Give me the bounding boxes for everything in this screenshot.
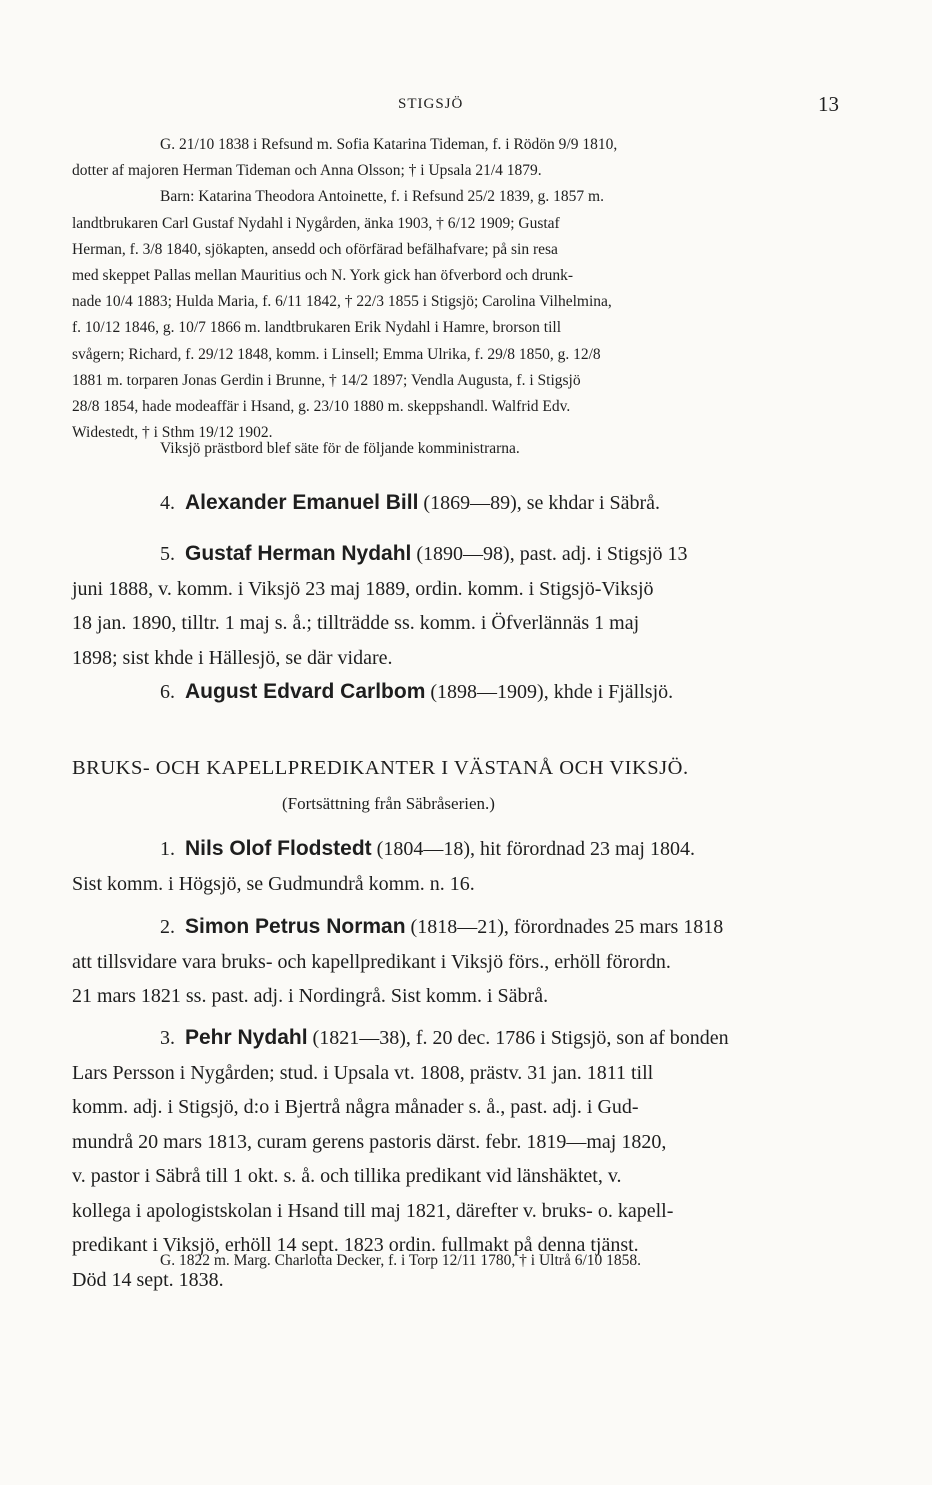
entry-name: Simon Petrus Norman [185, 915, 406, 938]
text-line: f. 10/12 1846, g. 10/7 1866 m. landtbrukaren Erik Nydahl i Hamre, brorson till [72, 319, 562, 337]
text-line: 1881 m. torparen Jonas Gerdin i Brunne, † 14/2 1897; Vendla Augusta, f. i Stigsjö [72, 371, 581, 389]
text-line: svågern; Richard, f. 29/12 1848, komm. i Linsell; Emma Ulrika, f. 29/8 1850, g. 12/8 [72, 345, 601, 363]
text-line: kollega i apologistskolan i Hsand till maj 1821, därefter v. bruks- o. kapell- [72, 1199, 674, 1222]
section-title: BRUKS- OCH KAPELLPREDIKANTER I VÄSTANÅ OCH VIKSJÖ. [72, 757, 689, 779]
text-line: v. pastor i Säbrå till 1 okt. s. å. och tillika predikant vid länshäktet, v. [72, 1165, 622, 1187]
text-line: nade 10/4 1883; Hulda Maria, f. 6/11 1842, † 22/3 1855 i Stigsjö; Carolina Vilhelmina, [72, 293, 612, 311]
text-line: 18 jan. 1890, tilltr. 1 maj s. å.; tillträdde ss. komm. i Öfverlännäs 1 maj [72, 612, 640, 634]
entry-name: Nils Olof Flodstedt [185, 837, 372, 860]
entry-text: (1898—1909), khde i Fjällsjö. [430, 681, 674, 703]
entry-komminister-5 [72, 537, 832, 675]
text-line: med skeppet Pallas mellan Mauritius och N. York gick han öfverbord och drunk- [72, 267, 574, 285]
entry-name: Gustaf Herman Nydahl [185, 542, 412, 565]
text-line: 21 mars 1821 ss. past. adj. i Nordingrå. Sist komm. i Säbrå. [72, 985, 549, 1007]
entry-name: August Edvard Carlbom [185, 680, 426, 703]
text-line: predikant i Viksjö, erhöll 14 sept. 1823 ordin. fullmakt på denna tjänst. [72, 1234, 639, 1256]
entry-number: 5. [160, 543, 175, 565]
entry-number: 6. [160, 681, 175, 703]
entry-number: 4. [160, 492, 175, 514]
text-line: Lars Persson i Nygården; stud. i Upsala vt. 1808, prästv. 31 jan. 1811 till [72, 1061, 654, 1084]
entry-number: 1. [160, 838, 175, 860]
entry-komminister-4 [72, 486, 832, 521]
entry-name: Pehr Nydahl [185, 1026, 308, 1049]
entry-text: (1869—89), se khdar i Säbrå. [423, 492, 661, 514]
entry-komminister-6 [72, 675, 832, 710]
text-line: landtbrukaren Carl Gustaf Nydahl i Nygården, änka 1903, † 6/12 1909; Gustaf [72, 214, 560, 232]
entry-number: 2. [160, 916, 175, 938]
note-line: Viksjö prästbord blef säte för de följande komministrarna. [160, 440, 520, 457]
entry-predikant-2 [72, 910, 832, 1014]
text-line: komm. adj. i Stigsjö, d:o i Bjertrå några månader s. å., past. adj. i Gud- [72, 1096, 639, 1118]
text-line: Barn: Katarina Theodora Antoinette, f. i Refsund 25/2 1839, g. 1857 m. [160, 188, 604, 206]
text-line: 1898; sist khde i Hällesjö, se där vidare. [72, 646, 393, 669]
text-line: Widestedt, † i Sthm 19/12 1902. [72, 424, 273, 442]
entry-name: Alexander Emanuel Bill [185, 491, 419, 514]
text-line: juni 1888, v. komm. i Viksjö 23 maj 1889, ordin. komm. i Stigsjö-Viksjö [72, 577, 654, 600]
text-line: Herman, f. 3/8 1840, sjökapten, ansedd och oförfärad befälhafvare; på sin resa [72, 240, 558, 258]
family-paragraph [72, 132, 832, 446]
entry-number: 3. [160, 1027, 175, 1049]
text-line: att tillsvidare vara bruks- och kapellpredikant i Viksjö förs., erhöll förordn. [72, 950, 671, 973]
running-title: STIGSJÖ [398, 96, 464, 112]
text-line: mundrå 20 mars 1813, curam gerens pastoris därst. febr. 1819—maj 1820, [72, 1130, 667, 1153]
entry-text: (1821—38), f. 20 dec. 1786 i Stigsjö, son af bonden [312, 1027, 729, 1049]
text-line: Sist komm. i Högsjö, se Gudmundrå komm. n. 16. [72, 872, 475, 895]
page-number: 13 [818, 92, 839, 116]
text-line: dotter af majoren Herman Tideman och Anna Olsson; † i Upsala 21/4 1879. [72, 162, 542, 180]
entry-text: (1804—18), hit förordnad 23 maj 1804. [376, 838, 695, 860]
text-line: G. 21/10 1838 i Refsund m. Sofia Katarina Tideman, f. i Rödön 9/9 1810, [160, 136, 618, 153]
entry-predikant-1 [72, 832, 832, 901]
section-subtitle: (Fortsättning från Säbråserien.) [282, 794, 495, 813]
text-line: 28/8 1854, hade modeaffär i Hsand, g. 23/10 1880 m. skeppshandl. Walfrid Edv. [72, 398, 571, 416]
entry-text: (1890—98), past. adj. i Stigsjö 13 [416, 543, 688, 565]
footnote-line: G. 1822 m. Marg. Charlotta Decker, f. i Torp 12/11 1780, † i Ultrå 6/10 1858. [160, 1252, 642, 1269]
entry-text: (1818—21), förordnades 25 mars 1818 [410, 916, 724, 938]
text-line: Död 14 sept. 1838. [72, 1268, 224, 1291]
